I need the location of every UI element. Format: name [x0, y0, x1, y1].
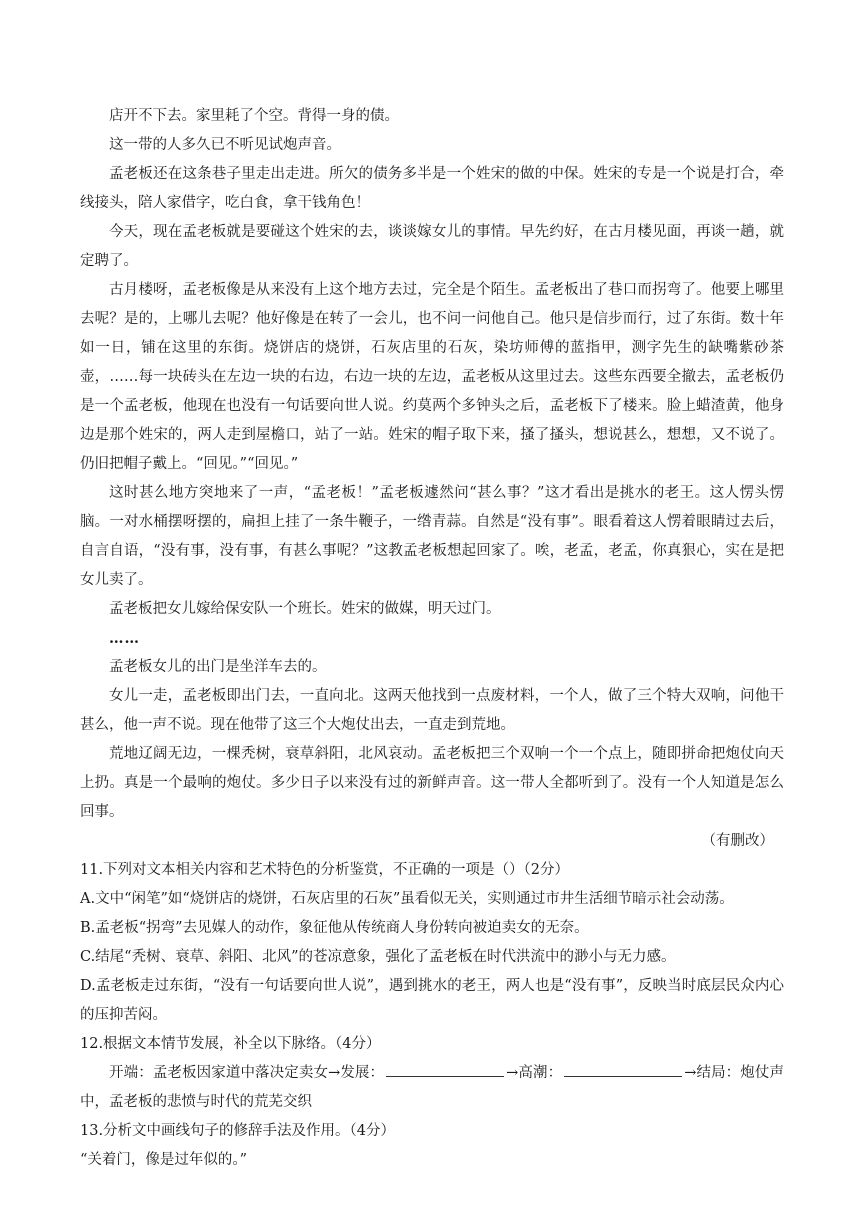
passage-paragraph: 这一带的人多久已不听见试炮声音。	[109, 137, 341, 153]
question-11-option-a: A.文中“闲笔”如“烧饼店的烧饼，石灰店里的石灰”虽看似无关，实则通过市井生活细节暗示社会动荡。	[80, 891, 734, 907]
passage-paragraph: 孟老板还在这条巷子里走出走进。所欠的债务多半是一个姓宋的做的中保。姓宋的专是一个说是打合，牵线接头，陪人家借字，吃白食，拿干钱角色！	[80, 166, 784, 211]
question-11-option-c: C.结尾“秃树、衰草、斜阳、北风”的苍凉意象，强化了孟老板在时代洪流中的渺小与无力感。	[80, 949, 676, 965]
question-11-option-b: B.孟老板“拐弯”去见媒人的动作，象征他从传统商人身份转向被迫卖女的无奈。	[80, 920, 589, 936]
question-12-outline	[80, 1059, 784, 1117]
answer-blank-climax[interactable]	[564, 1062, 682, 1077]
passage-paragraph: 今天，现在孟老板就是要碰这个姓宋的去，谈谈嫁女儿的事情。早先约好，在古月楼见面，再谈一趟，就定聘了。	[80, 224, 784, 269]
passage-paragraph: 孟老板女儿的出门是坐洋车去的。	[109, 659, 327, 675]
passage-paragraph: 孟老板把女儿嫁给保安队一个班长。姓宋的做媒，明天过门。	[109, 601, 501, 617]
exam-page	[80, 102, 784, 1175]
passage-paragraph: 这时甚么地方突地来了一声，“孟老板！”孟老板遽然问“甚么事？”这才看出是挑水的老王。这人愣头愣脑。一对水桶摆呀摆的，扁担上挂了一条牛鞭子，一绺青蒜。自然是“没有事”。眼看着这人愣着眼睛过去后，自言自语，“没有事，没有事，有甚么事呢？”这教孟老板想起回家了。唉，老孟，老孟，你真狠心，实在是把女儿卖了。	[80, 485, 784, 588]
question-11-stem: 11.下列对文本相关内容和艺术特色的分析鉴赏，不正确的一项是（）（2分）	[80, 862, 570, 878]
source-note: （有删改）	[701, 833, 774, 849]
outline-start: 开端：孟老板因家道中落决定卖女→发展：	[109, 1065, 385, 1081]
question-12-stem: 12.根据文本情节发展，补全以下脉络。（4分）	[80, 1036, 381, 1052]
question-13-stem: 13.分析文中画线句子的修辞手法及作用。（4分）	[80, 1123, 396, 1139]
passage-paragraph: 店开不下去。家里耗了个空。背得一身的债。	[109, 108, 399, 124]
passage-paragraph: 女儿一走，孟老板即出门去，一直向北。这两天他找到一点废材料，一个人，做了三个特大双响，问他干甚么，他一声不说。现在他带了这三个大炮仗出去，一直走到荒地。	[80, 688, 784, 733]
passage-paragraph: 古月楼呀，孟老板像是从来没有上这个地方去过，完全是个陌生。孟老板出了巷口而拐弯了。他要上哪里去呢？是的，上哪儿去呢？他好像是在转了一会儿，也不问一问他自己。他只是信步而行，过了东街。数十年如一日，铺在这里的东街。烧饼店的烧饼，石灰店里的石灰，染坊师傅的蓝指甲，测字先生的缺嘴紫砂茶壶，……每一块砖头在左边一块的右边，右边一块的左边，孟老板从这里过去。这些东西要全撤去，孟老板仍是一个孟老板，他现在也没有一句话要向世人说。约莫两个多钟头之后，孟老板下了楼来。脸上蜡渣黄，他身边是那个姓宋的，两人走到屋檐口，站了一站。姓宋的帽子取下来，搔了搔头，想说甚么，想想，又不说了。仍旧把帽子戴上。“回见。”“回见。”	[80, 282, 784, 472]
passage-paragraph: 荒地辽阔无边，一棵秃树，衰草斜阳，北风哀动。孟老板把三个双响一个一个点上，随即拼命把炮仗向天上扔。真是一个最响的炮仗。多少日子以来没有过的新鲜声音。这一带人全都听到了。没有一个人知道是怎么回事。	[80, 746, 784, 820]
passage-ellipsis: ……	[109, 630, 140, 647]
outline-end: →结局：炮仗声中，孟老板的悲愤与时代的荒芜交织	[80, 1065, 784, 1110]
question-13-quote: “关着门，像是过年似的。”	[80, 1152, 248, 1168]
question-11-option-d: D.孟老板走过东街，“没有一句话要向世人说”，遇到挑水的老王，两人也是“没有事”，反映当时底层民众内心的压抑苦闷。	[80, 978, 784, 1023]
outline-mid: →高潮：	[506, 1065, 563, 1081]
answer-blank-development[interactable]	[386, 1062, 504, 1077]
